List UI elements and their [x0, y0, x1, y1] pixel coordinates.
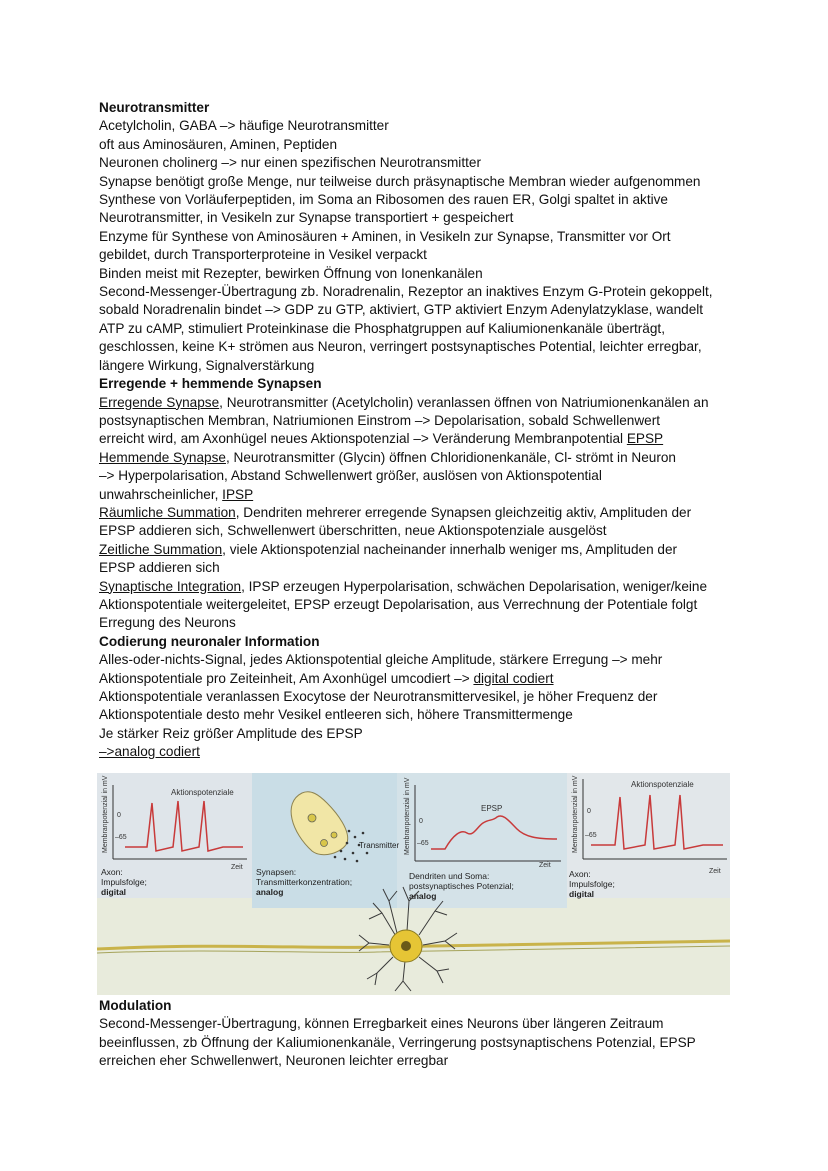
text-line: Synthese von Vorläuferpeptiden, im Soma an Ribosomen des rauen ER, Golgi spaltet in aktive: [99, 192, 668, 208]
text-line: ATP zu cAMP, stimuliert Proteinkinase die Phosphatgruppen auf Kaliumionenkanäle überträgt,: [99, 320, 665, 336]
term-hemmende-synapse: Hemmende Synapse: [99, 449, 226, 465]
text-line: Acetylcholin, GABA –> häufige Neurotransmitter: [99, 118, 389, 134]
text-span: , Neurotransmitter (Acetylcholin) veranlassen öffnen von Natriumionenkanälen an: [219, 394, 709, 410]
vesicle: [321, 840, 328, 847]
text-line: Aktionspotentiale desto mehr Vesikel entleeren sich, höhere Transmittermenge: [99, 707, 573, 723]
coding-figure-svg: [97, 773, 730, 995]
panel2-caption-1: Synapsen:: [256, 867, 297, 877]
panel4-ylabel: Membranpotenzial in mV: [572, 775, 579, 853]
heading-codierung: Codierung neuronaler Information: [99, 633, 320, 649]
text-line: beeinflussen, zb Öffnung der Kaliumionenkanäle, Verringerung postsynaptischens Potenzial, EPSP: [99, 1034, 696, 1050]
heading-modulation: Modulation: [99, 998, 172, 1013]
panel3-caption-3: analog: [409, 891, 437, 901]
term-analog-codiert: –>analog codiert: [99, 744, 200, 760]
text-line: [99, 486, 759, 504]
panel4-caption-2: Impulsfolge;: [569, 879, 615, 889]
panel3-caption-1: Dendriten und Soma:: [409, 871, 490, 881]
text-line: [99, 743, 759, 761]
text-line: Neurotransmitter, in Vesikeln zur Synapse transportiert + gespeichert: [99, 210, 514, 226]
text-line: Neuronen cholinerg –> nur einen spezifischen Neurotransmitter: [99, 155, 481, 171]
panel1-tick-0: 0: [117, 812, 121, 819]
text-line: EPSP addieren sich, Schwellenwert überschritten, neue Aktionspotenziale ausgelöst: [99, 523, 607, 539]
text-line: längere Wirkung, Signalverstärkung: [99, 357, 315, 373]
text-line: [99, 430, 759, 448]
text-line: [99, 541, 759, 559]
panel1-caption-2: Impulsfolge;: [101, 877, 147, 887]
text-line: [99, 449, 759, 467]
text-line: postsynaptischen Membran, Natriumionen Einstrom –> Depolarisation, sobald Schwellenwert: [99, 412, 661, 428]
panel1-xlabel: Zeit: [231, 864, 243, 871]
panel4-tick-0: 0: [587, 808, 591, 815]
panel4-tick-65: –65: [585, 832, 597, 839]
text-line: sobald Noradrenalin bindet –> GDP zu GTP, aktiviert, GTP aktiviert Enzym Adenylatzyklase, wandelt: [99, 302, 704, 318]
text-line: Second-Messenger-Übertragung zb. Noradrenalin, Rezeptor an inaktives Enzym G-Protein gekoppelt,: [99, 284, 713, 300]
vesicle: [331, 832, 337, 838]
text-line: –> Hyperpolarisation, Abstand Schwellenwert größer, auslösen von Aktionspotential: [99, 468, 602, 484]
text-line: Synapse benötigt große Menge, nur teilweise durch präsynaptische Membran wieder aufgenommen: [99, 173, 701, 189]
text-span: , IPSP erzeugen Hyperpolarisation, schwächen Depolarisation, weniger/keine: [241, 578, 708, 594]
heading-synapsen: Erregende + hemmende Synapsen: [99, 376, 322, 392]
neuron-nucleus: [401, 941, 411, 951]
text-span: , Neurotransmitter (Glycin) öffnen Chloridionenkanäle, Cl- strömt in Neuron: [225, 449, 676, 465]
panel1-caption-3: digital: [101, 887, 127, 897]
term-synaptische-integration: Synaptische Integration: [99, 578, 242, 594]
text-span: unwahrscheinlicher,: [99, 486, 223, 502]
notes-bottom: [99, 997, 759, 1071]
text-line: Erregung des Neurons: [99, 615, 236, 631]
text-line: [99, 670, 759, 688]
vesicle: [308, 814, 316, 822]
panel2-caption-3: analog: [256, 887, 284, 897]
panel4-title: Aktionspotenziale: [631, 780, 694, 789]
panel3-caption-2: postsynaptisches Potenzial;: [409, 881, 514, 891]
panel4-caption-1: Axon:: [569, 869, 591, 879]
panel2-label: Transmitter: [359, 841, 400, 850]
panel4-xlabel: Zeit: [709, 868, 721, 875]
panel1-tick-65: –65: [115, 834, 127, 841]
text-span: , Dendriten mehrerer erregende Synapsen gleichzeitig aktiv, Amplituden der: [235, 504, 692, 520]
text-line: Alles-oder-nichts-Signal, jedes Aktionspotential gleiche Amplitude, stärkere Erregung –> mehr: [99, 652, 663, 668]
text-line: [99, 394, 759, 412]
text-line: Aktionspotentiale weitergeleitet, EPSP erzeugt Depolarisation, aus Verrechnung der Potentiale folgt: [99, 596, 698, 612]
text-line: [99, 578, 759, 596]
panel1-title: Aktionspotenziale: [171, 788, 234, 797]
panel3-xlabel: Zeit: [539, 862, 551, 869]
term-ipsp: IPSP: [222, 486, 254, 502]
panel1-ylabel: Membranpotenzial in mV: [102, 775, 109, 853]
panel1-caption-1: Axon:: [101, 867, 123, 877]
text-line: oft aus Aminosäuren, Aminen, Peptiden: [99, 136, 338, 152]
text-line: EPSP addieren sich: [99, 560, 220, 576]
term-zeitliche-summation: Zeitliche Summation: [99, 541, 223, 557]
term-erregende-synapse: Erregende Synapse: [99, 394, 220, 410]
text-line: erreichen eher Schwellenwert, Neuronen leichter erregbar: [99, 1053, 449, 1069]
panel3-title: EPSP: [481, 804, 503, 813]
text-line: Binden meist mit Rezepter, bewirken Öffnung von Ionenkanälen: [99, 265, 483, 281]
term-digital-codiert: digital codiert: [473, 670, 554, 686]
term-epsp: EPSP: [626, 431, 664, 447]
term-raeumliche-summation: Räumliche Summation: [99, 504, 236, 520]
heading-neurotransmitter: Neurotransmitter: [99, 100, 210, 115]
panel4-caption-3: digital: [569, 889, 595, 899]
notes-top: [99, 99, 759, 762]
text-line: Enzyme für Synthese von Aminosäuren + Aminen, in Vesikeln zur Synapse, Transmitter vor Ort: [99, 228, 671, 244]
text-span: erreicht wird, am Axonhügel neues Aktionspotenzial –> Veränderung Membranpotential: [99, 431, 627, 447]
panel3-tick-0: 0: [419, 818, 423, 825]
text-span: , viele Aktionspotenzial nacheinander innerhalb weniger ms, Amplituden der: [222, 541, 678, 557]
text-line: Je stärker Reiz größer Amplitude des EPSP: [99, 725, 363, 741]
text-line: gebildet, durch Transporterproteine in Vesikel verpackt: [99, 247, 427, 263]
text-span: Aktionspotentiale pro Zeiteinheit, Am Axonhügel umcodiert –>: [99, 670, 474, 686]
coding-figure: [97, 773, 730, 995]
text-line: Aktionspotentiale veranlassen Exocytose der Neurotransmittervesikel, je höher Frequenz der: [99, 689, 658, 704]
text-line: Second-Messenger-Übertragung, können Erregbarkeit eines Neurons über längeren Zeitraum: [99, 1016, 664, 1032]
text-line: [99, 504, 759, 522]
panel3-ylabel: Membranpotenzial in mV: [404, 777, 411, 855]
text-line: geschlossen, keine K+ strömen aus Neuron, verringert postsynaptisches Potential, leichter erregbar,: [99, 339, 702, 355]
panel3-tick-65: –65: [417, 840, 429, 847]
panel2-caption-2: Transmitterkonzentration;: [256, 877, 353, 887]
